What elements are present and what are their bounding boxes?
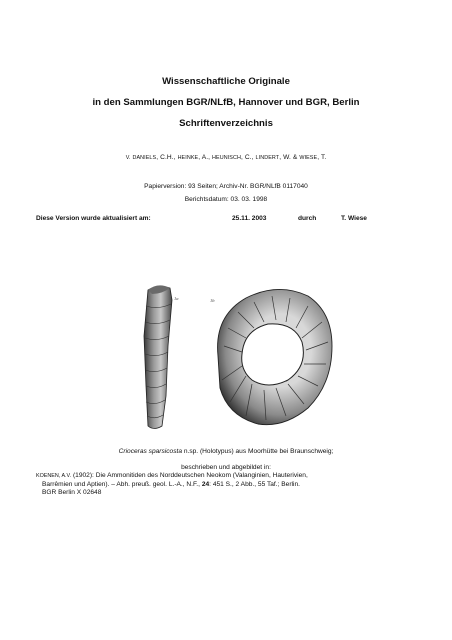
bibliographic-reference	[36, 472, 396, 498]
specimen-1b	[218, 289, 332, 424]
update-person: T. Wiese	[341, 215, 367, 222]
author-name: WIESE	[299, 155, 318, 161]
update-by: durch	[298, 215, 317, 222]
figure-label-1b: 1b	[210, 298, 215, 303]
paper-version: Papierversion: 93 Seiten; Archiv-Nr. BGR/NLfB 0117040	[144, 183, 308, 190]
update-info	[36, 215, 426, 225]
reference-line-1: KOENEN, A.V. (1902): Die Ammonitiden des Norddeutschen Neokom (Valanginien, Hauterivien,	[36, 472, 308, 479]
figure-caption: Crioceras sparsicosta n.sp. (Holotypus) aus Moorhütte bei Braunschweig;	[118, 448, 334, 455]
update-date: 25.11. 2003	[232, 215, 267, 222]
reference-line-2: Barrêmien und Aptien). – Abh. preuß. geol. L.-A., N.F., 24: 451 S., 2 Abb., 55 Taf.; Berlin.	[42, 480, 300, 488]
collection-number: BGR Berlin X 02648	[42, 489, 102, 497]
fossil-illustration	[118, 276, 346, 434]
title-line-3: Schriftenverzeichnis	[179, 118, 273, 129]
title-line-2: in den Sammlungen BGR/NLfB, Hannover und BGR, Berlin	[92, 97, 360, 108]
species-name: Crioceras sparsicosta	[118, 448, 183, 455]
reference-volume: 24	[201, 480, 210, 488]
author-name: DANIELS	[132, 155, 157, 161]
specimen-1a	[144, 285, 172, 428]
author-list: V. DANIELS, C.H., HEINKE, A., HEUNISCH, C., LINDERT, W. & WIESE, T.	[125, 154, 327, 161]
author-name: HEINKE	[177, 155, 199, 161]
title-line-1: Wissenschaftliche Originale	[162, 76, 290, 87]
figure-label-1a: 1a	[174, 296, 179, 301]
report-date: Berichtsdatum: 03. 03. 1998	[184, 196, 268, 203]
described-in-label: beschrieben und abgebildet in:	[181, 464, 271, 471]
author-name: LINDERT	[255, 155, 280, 161]
reference-author: KOENEN, A.V.	[36, 473, 72, 479]
author-name: HEUNISCH	[212, 155, 241, 161]
update-label: Diese Version wurde aktualisiert am:	[36, 215, 151, 222]
author-prefix: V.	[125, 155, 131, 161]
